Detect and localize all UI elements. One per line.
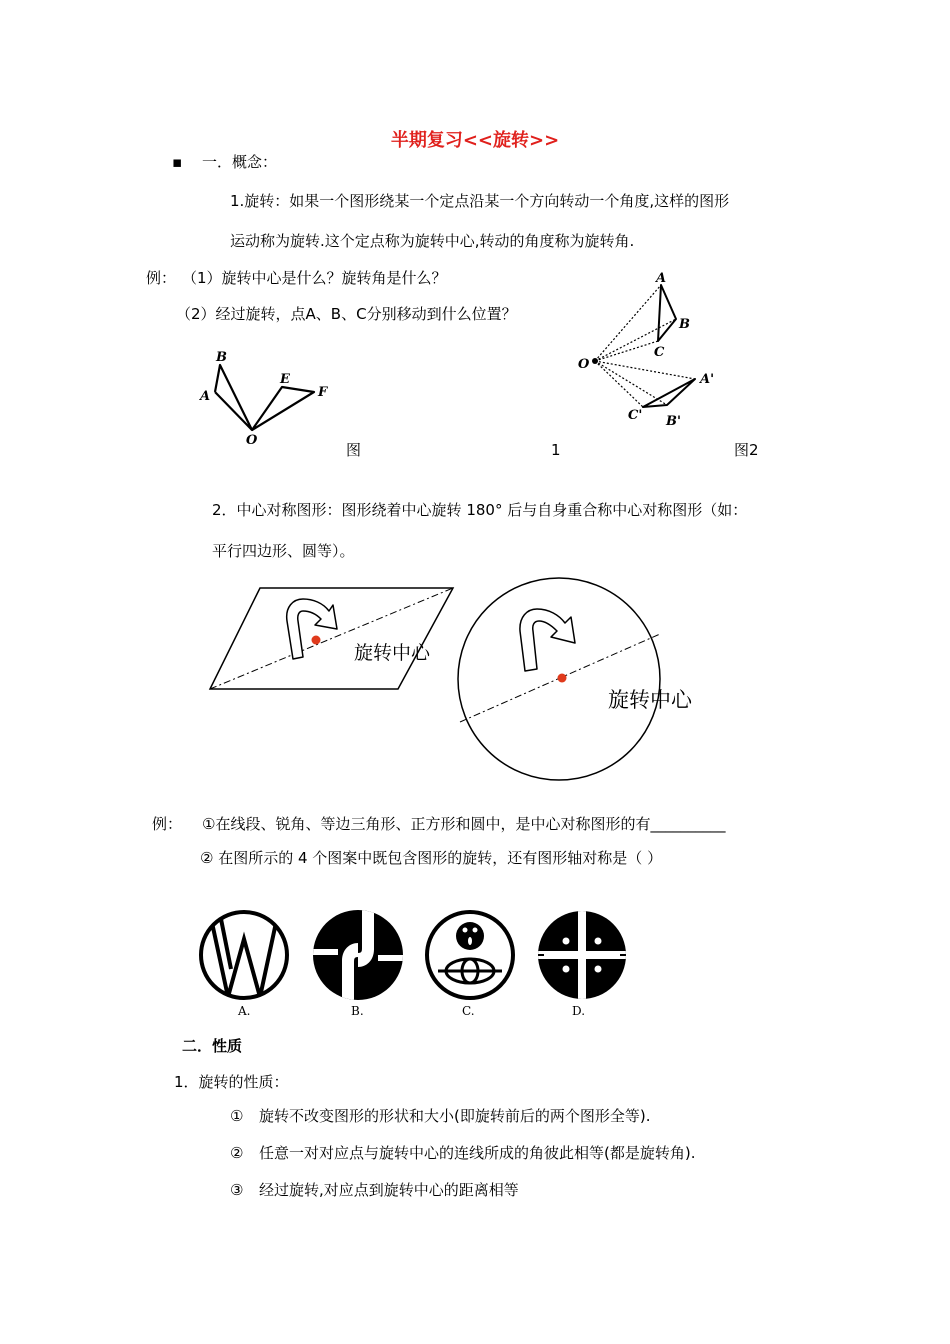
fig2-label-a-prime: A' <box>700 372 715 387</box>
property-1-number: ① <box>230 1107 244 1125</box>
example2-label: 例： <box>152 815 183 833</box>
fig2-triangle-abc-prime <box>643 379 695 407</box>
parallelogram-figure <box>205 585 465 695</box>
option-b-pattern <box>312 909 404 1001</box>
property-3-text: 经过旋转,对应点到旋转中心的距离相等 <box>259 1181 519 1199</box>
example1-question1: （1）旋转中心是什么？旋转角是什么？ <box>182 269 447 287</box>
option-a-pattern <box>198 909 290 1001</box>
rotation-arrow-1 <box>287 599 337 659</box>
option-d-label: D. <box>572 1004 586 1018</box>
figure-1-caption-part1: 图 <box>346 441 362 459</box>
option-d-pattern <box>536 909 628 1001</box>
figure-1 <box>190 340 350 450</box>
figure-2-caption: 图2 <box>734 441 759 459</box>
fig2-label-o: O <box>578 357 590 372</box>
center-label-1: 旋转中心 <box>354 642 431 664</box>
option-c-pattern <box>424 909 516 1001</box>
fig2-label-c: C <box>654 345 665 360</box>
section2-subheading: 1．旋转的性质： <box>174 1073 289 1091</box>
page-title: 半期复习<<旋转>> <box>390 130 560 151</box>
fig2-label-a: A <box>656 271 667 286</box>
fig1-triangle-eof <box>252 387 314 430</box>
section2-heading: 二．性质 <box>182 1037 243 1055</box>
property-2-number: ② <box>230 1144 244 1162</box>
option-b-label: B. <box>351 1004 364 1018</box>
example1-question2: （2）经过旋转，点A、B、C分别移动到什么位置？ <box>176 305 517 323</box>
definition-central-symmetry-line2: 平行四边形、圆等）。 <box>212 542 355 560</box>
example2-question2: ② 在图所示的 4 个图案中既包含图形的旋转，还有图形轴对称是（ ） <box>200 849 663 867</box>
fig2-triangle-abc <box>658 285 676 341</box>
example2-question1: ①在线段、锐角、等边三角形、正方形和圆中，是中心对称图形的有__________ <box>202 815 726 833</box>
definition-rotation-line1: 1.旋转：如果一个图形绕某一个定点沿某一个方向转动一个角度,这样的图形 <box>230 192 730 210</box>
option-a-label: A. <box>238 1004 251 1018</box>
fig1-label-e: E <box>280 372 290 387</box>
definition-central-symmetry-line1: 2．中心对称图形：图形绕着中心旋转 180° 后与自身重合称中心对称图形（如： <box>212 501 748 519</box>
fig2-label-b-prime: B' <box>666 414 681 429</box>
property-2-text: 任意一对对应点与旋转中心的连线所成的角彼此相等(都是旋转角). <box>259 1144 696 1162</box>
figure-2 <box>570 265 730 435</box>
figure-1-caption-part2: 1 <box>551 441 561 459</box>
center-label-2: 旋转中心 <box>608 688 692 712</box>
example1-label: 例： <box>146 269 177 287</box>
center-dot-1 <box>312 636 321 645</box>
rotation-arrow-2 <box>520 609 575 671</box>
fig2-label-c-prime: C' <box>628 408 643 423</box>
option-c-label: C. <box>462 1004 475 1018</box>
fig1-label-f: F <box>318 385 328 400</box>
center-dot-2 <box>558 674 567 683</box>
definition-rotation-line2: 运动称为旋转.这个定点称为旋转中心,转动的角度称为旋转角. <box>230 232 635 250</box>
bullet: ▪ <box>172 153 183 171</box>
fig1-label-o: O <box>246 433 258 448</box>
section1-heading: 一．概念： <box>202 153 278 171</box>
fig1-triangle-aob <box>215 365 252 430</box>
circle-figure <box>455 575 665 785</box>
fig2-label-b: B <box>679 317 690 332</box>
fig1-label-b: B <box>216 350 227 365</box>
property-1-text: 旋转不改变图形的形状和大小(即旋转前后的两个图形全等). <box>259 1107 651 1125</box>
fig1-label-a: A <box>200 389 211 404</box>
property-3-number: ③ <box>230 1181 244 1199</box>
